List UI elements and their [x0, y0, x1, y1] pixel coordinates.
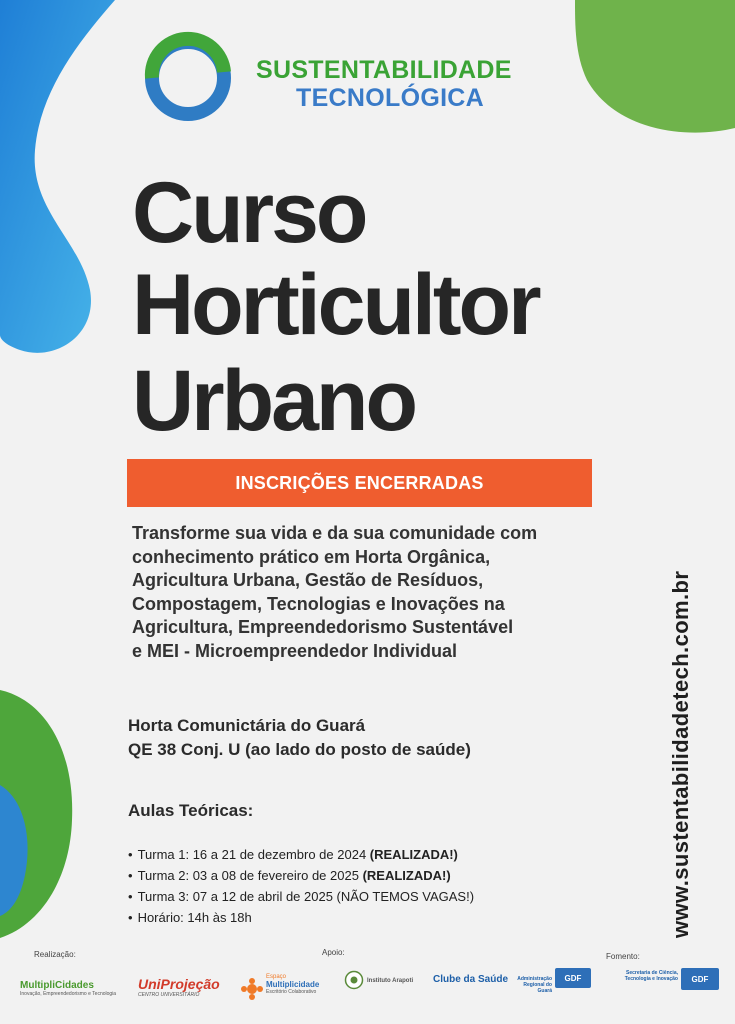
classes-heading: Aulas Teóricas: [128, 801, 254, 820]
realizacao-label: Realização: [34, 950, 76, 959]
registration-status-banner [127, 459, 592, 507]
fomento-label: Fomento: [606, 952, 640, 961]
brand-name-line1: SUSTENTABILIDADE [256, 56, 512, 84]
title-line-1: Curso [132, 165, 366, 261]
blue-drop-shape [0, 0, 140, 360]
espaco-flower-icon [241, 978, 263, 1000]
location-name: Horta Comunictária do Guará [128, 716, 366, 735]
description-line: conhecimento prático em Horta Orgânica, [132, 546, 491, 567]
schedule-item: • Horário: 14h às 18h [128, 907, 474, 928]
schedule-item: • Turma 2: 03 a 08 de fevereiro de 2025 (REALIZADA!) [128, 865, 474, 886]
clube-da-saude-logo: Clube da Saúde [433, 974, 509, 985]
brand-logo-icon [138, 28, 238, 128]
location-info [128, 714, 471, 762]
description-line: e MEI - Microempreendedor Individual [132, 640, 458, 661]
description-line: Agricultura Urbana, Gestão de Resíduos, [132, 570, 484, 590]
schedule-item: • Turma 1: 16 a 21 de dezembro de 2024 (REALIZADA!) [128, 844, 474, 865]
class-schedule-list [128, 844, 474, 928]
secretaria-logo: Secretaria de Ciência, Tecnologia e Inovação [624, 970, 678, 982]
apoio-label: Apoio: [322, 948, 345, 957]
gdf-logo: GDF [681, 968, 719, 990]
location-address: QE 38 Conj. U (ao lado do posto de saúde) [128, 740, 471, 759]
title-line-2: Horticultor [132, 257, 539, 353]
gdf-logo: GDF [555, 968, 591, 988]
title-line-3: Urbano [132, 353, 415, 449]
espaco-multiplicidade-logo: Espaço Multiplicidade Escritório Colaborativo [266, 974, 320, 995]
instituto-arapoti-logo: Instituto Arapoti [367, 978, 414, 984]
description-line: Transforme sua vida e da sua comunidade com [132, 523, 538, 543]
course-description [132, 522, 602, 663]
description-line: Agricultura, Empreendedorismo Sustentável [132, 617, 514, 637]
uniprojecao-logo: UniProjeção CENTRO UNIVERSITÁRIO [138, 976, 220, 998]
banner-text: INSCRIÇÕES ENCERRADAS [235, 472, 484, 493]
website-url: www.sustentabilidadetech.com.br [668, 570, 693, 938]
green-corner-shape [575, 0, 735, 140]
schedule-item: • Turma 3: 07 a 12 de abril de 2025 (NÃO TEMOS VAGAS!) [128, 886, 474, 907]
instituto-seal-icon [344, 970, 364, 990]
description-line: Compostagem, Tecnologias e Inovações na [132, 593, 505, 614]
administracao-guara-logo: Administração Regional do Guará [517, 976, 552, 994]
multiplicidades-logo: MultipliCidades Inovação, Empreendedorismo e Tecnologia [20, 980, 117, 997]
green-blue-left-shape [0, 690, 75, 940]
brand-name-line2: TECNOLÓGICA [296, 84, 485, 112]
